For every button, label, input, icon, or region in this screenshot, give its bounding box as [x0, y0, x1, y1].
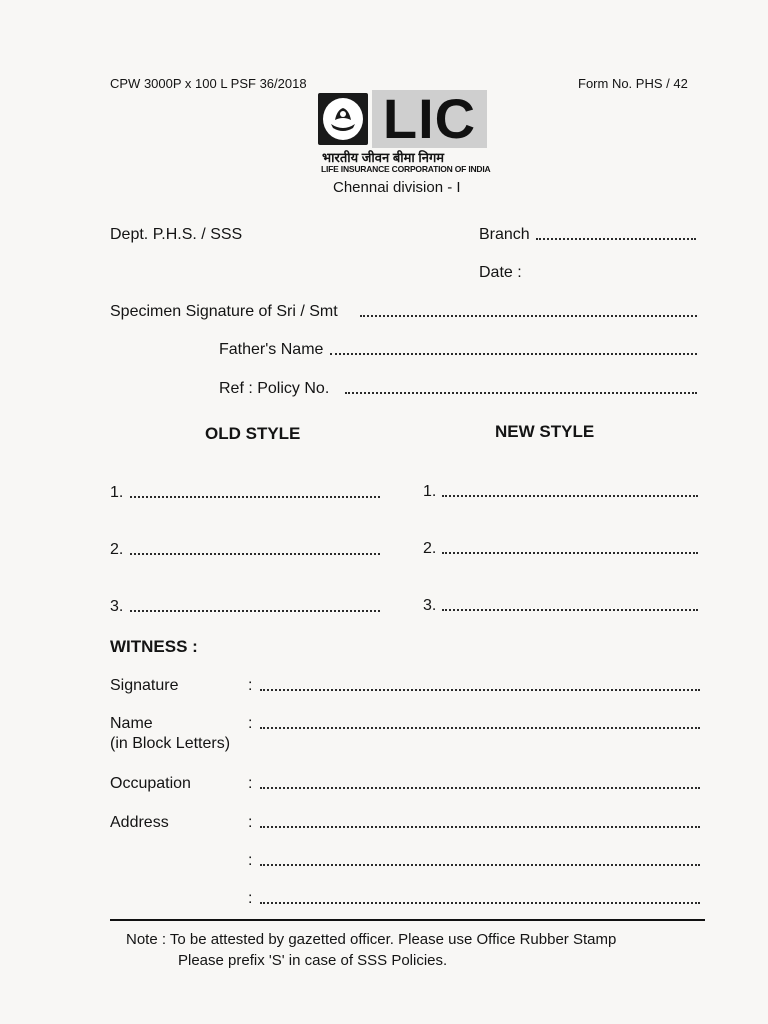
- lic-logo: LIC: [372, 90, 487, 148]
- old-item-1: 1.: [110, 484, 124, 501]
- colon: :: [248, 775, 253, 792]
- policy-label: Ref : Policy No.: [219, 380, 330, 397]
- witness-name-sublabel: (in Block Letters): [110, 735, 231, 752]
- witness-signature-field[interactable]: [260, 689, 700, 691]
- policy-field[interactable]: [345, 392, 697, 394]
- witness-occupation-field[interactable]: [260, 787, 700, 789]
- colon: :: [248, 890, 253, 907]
- father-label: Father's Name: [219, 341, 324, 358]
- division-name: Chennai division - I: [333, 179, 461, 196]
- date-label: Date :: [479, 264, 522, 281]
- witness-occupation-label: Occupation: [110, 775, 191, 792]
- old-field-2[interactable]: [130, 553, 380, 555]
- print-code: CPW 3000P x 100 L PSF 36/2018: [110, 76, 307, 91]
- old-field-1[interactable]: [130, 496, 380, 498]
- witness-signature-label: Signature: [110, 677, 179, 694]
- old-style-heading: OLD STYLE: [205, 424, 301, 443]
- branch-field[interactable]: [536, 238, 696, 240]
- old-item-2: 2.: [110, 541, 124, 558]
- witness-name-label: Name: [110, 715, 153, 732]
- witness-heading: WITNESS :: [110, 637, 198, 656]
- new-item-2: 2.: [423, 540, 437, 557]
- colon: :: [248, 814, 253, 831]
- divider: [110, 919, 705, 921]
- new-item-3: 3.: [423, 597, 437, 614]
- specimen-label: Specimen Signature of Sri / Smt: [110, 303, 338, 320]
- specimen-field[interactable]: [360, 315, 697, 317]
- witness-address-field-1[interactable]: [260, 826, 700, 828]
- dept-label: Dept. P.H.S. / SSS: [110, 226, 243, 243]
- english-name: LIFE INSURANCE CORPORATION OF INDIA: [321, 164, 491, 174]
- colon: :: [248, 852, 253, 869]
- father-field[interactable]: [330, 353, 697, 355]
- witness-name-field[interactable]: [260, 727, 700, 729]
- new-item-1: 1.: [423, 483, 437, 500]
- old-field-3[interactable]: [130, 610, 380, 612]
- old-item-3: 3.: [110, 598, 124, 615]
- form-number: Form No. PHS / 42: [578, 76, 688, 91]
- hindi-name: भारतीय जीवन बीमा निगम: [322, 150, 445, 165]
- witness-address-label: Address: [110, 814, 169, 831]
- branch-label: Branch: [479, 226, 530, 243]
- colon: :: [248, 715, 253, 732]
- note-line-2: Please prefix 'S' in case of SSS Policies.: [178, 952, 448, 969]
- colon: :: [248, 677, 253, 694]
- new-style-heading: NEW STYLE: [495, 422, 595, 441]
- new-field-3[interactable]: [442, 609, 698, 611]
- witness-address-field-3[interactable]: [260, 902, 700, 904]
- lic-emblem-icon: [318, 93, 368, 145]
- new-field-2[interactable]: [442, 552, 698, 554]
- note-line-1: Note : To be attested by gazetted officer. Please use Office Rubber Stamp: [126, 931, 617, 948]
- new-field-1[interactable]: [442, 495, 698, 497]
- witness-address-field-2[interactable]: [260, 864, 700, 866]
